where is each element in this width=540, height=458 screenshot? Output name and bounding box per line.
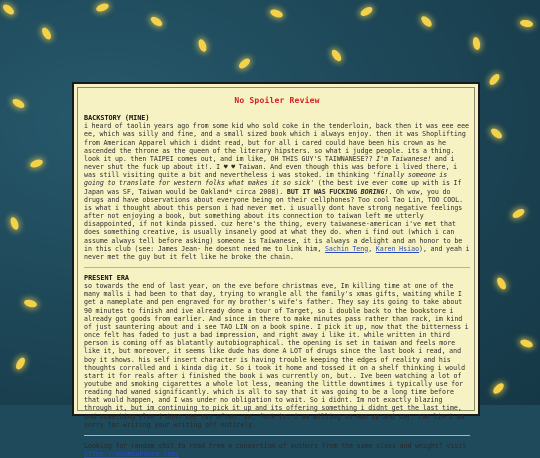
footer-text [84, 442, 470, 458]
backstory-text [84, 122, 470, 261]
present-heading: PRESENT ERA [84, 273, 130, 282]
backstory-text-part: i heard of taolin years ago from some kid who sold coke in the tenderloin, back then it was eee eee ee, which was silly and fine, and a small sized book which i always enjoy. then it was Shoplifting from American Apparel which i didnt read, but for all i cared could have been his crown as he ascended the throne as the queen of the literary hipsters. so what i judge people. its a thing. look it up. then TAIPEI comes out, and im like, OH THIS GUY'S TAIWNANESE?? [84, 122, 470, 163]
link-separator: , [368, 244, 376, 253]
page-title: No Spoiler Review [234, 96, 320, 105]
light-dot [23, 298, 37, 308]
backstory-text-part: (the best ive ever come up with is If Japan was SF, Taiwan would be Oakland* circa 2008). [84, 179, 462, 196]
light-dot [489, 127, 503, 141]
light-dot [29, 158, 44, 169]
backstory-heading: BACKSTORY (MINE) [84, 114, 150, 123]
light-dot [491, 381, 505, 395]
backstory-text-part: . Oh wow, you do drugs and have observations about everyone being on their cellphones? Too cool Tao Lin, TOO COOL. is what i thought about this person i had never met. i usually dont have strong negative feelings after not enjoying a book, but something about its connection to taiwan left me utterly disappointed, if not kinda pissed. cuz here's the thing, every taiwanese-american i've met that does something creative, is usually insanely good at what they do. when i find out (which i can assume always tell before asking) someone is Taiwanese, it is always a delight and an honor to be in this club (see: James Jean- he doesnt need me to link him, [84, 187, 464, 253]
light-dot [40, 26, 53, 41]
light-dot [488, 72, 502, 86]
backstory-emphasis: 'finally someone is going to translate for western folks what makes it so sick' [84, 171, 448, 188]
light-dot [519, 338, 534, 349]
sachin-teng-link[interactable]: Sachin Teng [324, 244, 369, 253]
backstory-text-part: and i never shut the fuck up about it!. I ♥ ♥ Taiwan. And even though this was before i lived there, i was still visiting quite a bit and nevertheless i was stoked. im thinking [84, 154, 458, 180]
karen-hsiao-link[interactable]: Karen Hsiao [375, 244, 420, 253]
light-dot [11, 97, 26, 110]
present-text: so towards the end of last year, on the eve before christmas eve, Im killing time at one of the many malls i had been to that day, trying to wrangle all the family's xmas gifts, waiting while I get a nameplate and pen engraved for my brother's wife's father. They say its going to take about 90 minutes to finish and ive already done a tour of Target, so i double back to the bookstore i already got goods from earlier. And since im there to make minutes pass rather than rack, im kind of just sauntering about and i see TAO LIN on a book spine. I pick it up, now that the bitterness i once felt has faded to just a bad impression, and right away i like it. while written in third person is coming off as blatantly autobiographical. the opening is set in taiwan and feels more like it, but moreover, it seems like dude has done A LOT of drugs since the last book i read, and boy it shows. his self insert character is having trouble keeping the edges of reality and his thoughts corralled and i kinda dig it. So i took it home and tossed it on a shelf thinking i would start it for reals after i finished the book i was currently on, but.. Ive been watching a lot of youtube and smoking cigarettes a whole lot less, meaning the little downtimes i typically use for reading had waned significantly. which is all to say that it was going to be a long time before that would happen, and I was under no obligation to wait. So i didnt. Im not exactly blazing through it, but im continuing to pick it up and its offering something i didnt get the last time, and something else i dont see too often. so, fuck it. i am willing to man up and say, tao lin i am sorry for writing your writing off entirely. [84, 282, 469, 429]
backstory-bold: BUT IT WAS FUCKING [286, 187, 361, 196]
light-dot [419, 14, 433, 28]
light-dot [511, 207, 526, 220]
light-dot [95, 2, 110, 13]
light-dot [149, 15, 164, 28]
light-dot [472, 36, 481, 50]
footer-label: Looking for random shit to read from a consortium of authors from the same class and weight? visit [84, 441, 467, 450]
section-divider [84, 267, 470, 268]
light-dot [519, 19, 533, 28]
backstory-text-part: ), and yeah i never met the guy but it felt like he broke the chain. [84, 244, 470, 261]
light-dot [495, 276, 508, 291]
review-content [84, 92, 470, 458]
light-dot [1, 3, 15, 17]
light-dot [359, 5, 374, 18]
backstory-emphasis: I'm Taiwanese! [376, 154, 432, 163]
light-dot [237, 57, 251, 71]
muumuu-house-link[interactable]: https://muumuuhouse.com/ [84, 450, 180, 458]
review-panel [72, 82, 480, 458]
light-dot [269, 8, 284, 19]
light-dot [197, 38, 208, 53]
light-dot [9, 216, 20, 231]
section-divider [84, 435, 470, 436]
backstory-bold-emphasis: BORING! [360, 187, 389, 196]
light-dot [14, 356, 27, 371]
light-dot [330, 48, 343, 63]
